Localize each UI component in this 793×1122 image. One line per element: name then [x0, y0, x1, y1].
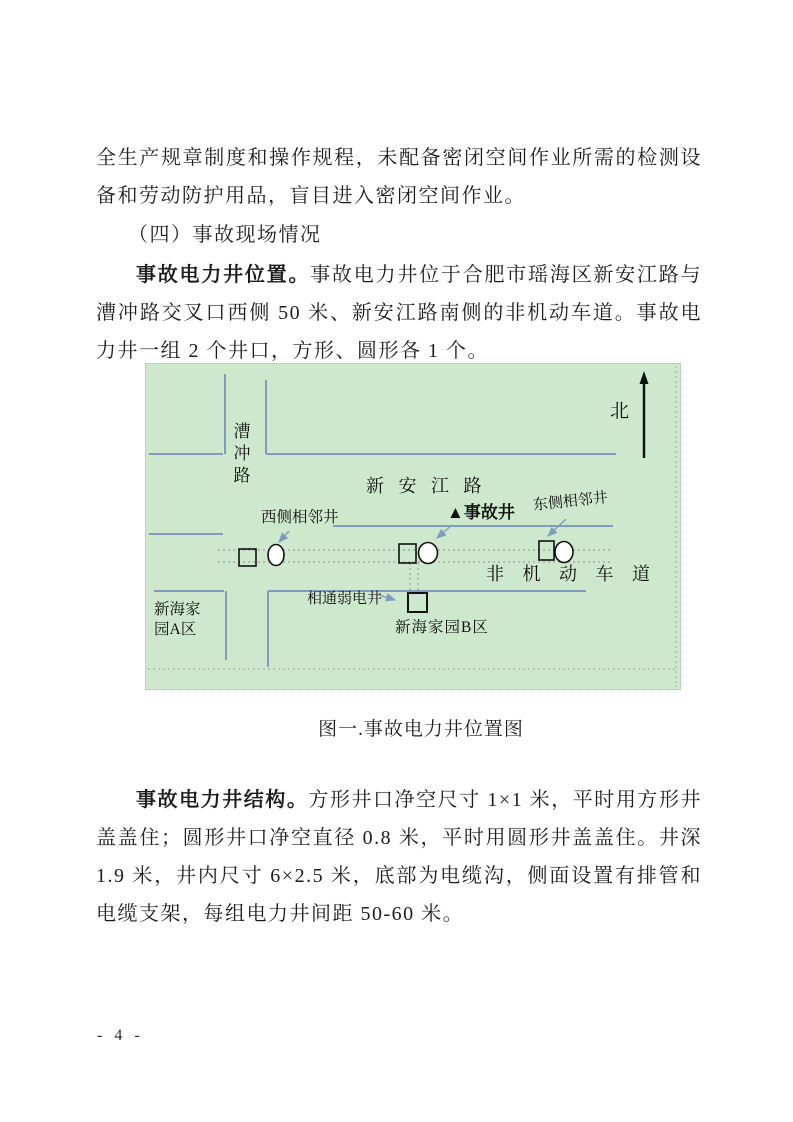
west-round-well: [268, 545, 284, 566]
east-square-well: [539, 541, 554, 560]
paragraph-safety-text: 全生产规章制度和操作规程，未配备密闭空间作业所需的检测设备和劳动防护用品，盲目进入密闭空间作业。: [96, 147, 702, 207]
west-well-leader-arrow: [279, 531, 289, 542]
well-structure-text: 方形井口净空尺寸 1×1 米，平时用方形井盖盖住；圆形井口净空直径 0.8 米，平时用圆形井盖盖住。井深 1.9 米，井内尺寸 6×2.5 米，底部为电缆沟，侧面设置有排管和电缆支架，每组电力井间距 50-60 米。: [96, 789, 702, 925]
well-location-text: 事故电力井位于合肥市瑶海区新安江路与漕冲路交叉口西侧 50 米、新安江路南侧的非机动车道。事故电力井一组 2 个井口，方形、圆形各 1 个。: [96, 264, 703, 362]
west-square-well: [239, 549, 256, 566]
label-community-a: [154, 600, 208, 640]
figure-well-location-map: [145, 363, 681, 690]
accident-square-well: [399, 544, 416, 563]
page-number: - 4 -: [97, 1027, 144, 1044]
weak-current-well-square: [408, 593, 427, 612]
paragraph-safety: [96, 139, 702, 215]
label-community-a-line1: 新海家: [154, 601, 201, 618]
paragraph-well-structure: [96, 781, 702, 933]
label-xinanjiang-road: 新 安 江 路: [366, 476, 487, 496]
label-community-b: 新海家园B区: [395, 619, 489, 636]
well-location-lead: 事故电力井位置。: [136, 264, 311, 286]
label-weak-current-well: 相通弱电井: [307, 591, 383, 607]
label-accident-well: ▲事故井: [447, 503, 515, 522]
label-west-adjacent-well: 西侧相邻井: [261, 509, 339, 526]
road-lines: [149, 374, 616, 667]
east-round-well: [555, 542, 573, 563]
label-caochong-road: 漕冲路: [230, 422, 250, 488]
section-heading-4-text: （四）事故现场情况: [128, 224, 322, 246]
label-community-a-line2: 园A区: [154, 621, 197, 638]
label-north: 北: [610, 401, 630, 422]
label-non-motor-lane: 非 机 动 车 道: [486, 564, 657, 584]
figure-map-canvas: [146, 364, 680, 689]
accident-round-well: [419, 543, 438, 564]
figure-caption: 图一.事故电力井位置图: [318, 719, 524, 740]
paragraph-well-location: [96, 256, 702, 370]
label-east-adjacent-well: 东侧相邻井: [532, 490, 609, 514]
east-well-leader-arrow: [548, 519, 566, 536]
north-arrow-icon: [640, 371, 649, 458]
well-structure-lead: 事故电力井结构。: [136, 789, 309, 811]
section-heading-4: [96, 216, 702, 254]
